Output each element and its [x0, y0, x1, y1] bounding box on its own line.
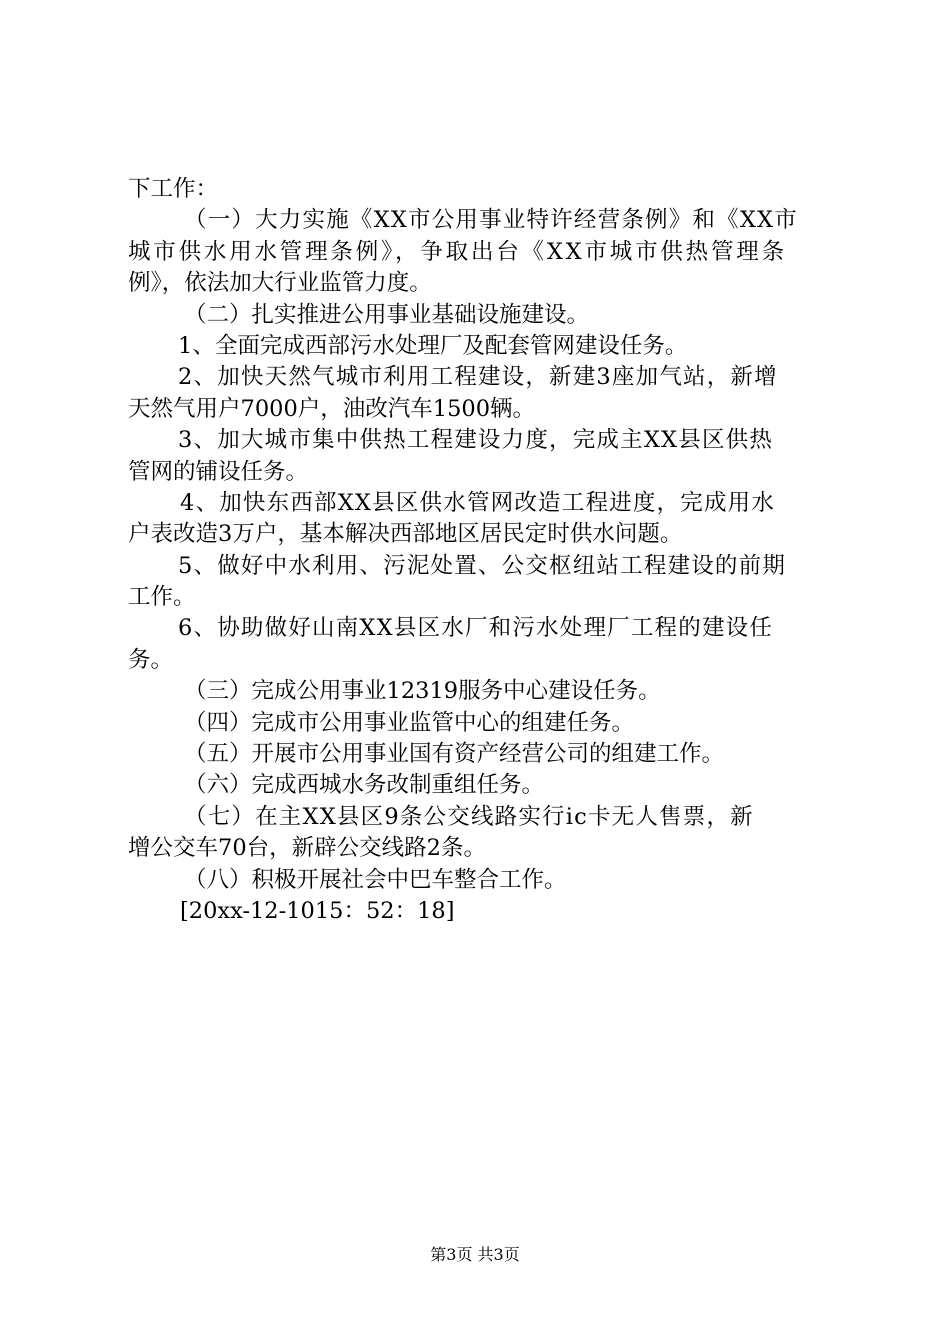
- text-line: 2、加快天然气城市利用工程建设，新建3座加气站，新增: [178, 364, 778, 391]
- timestamp: [20xx-12-1015：52：18]: [180, 897, 455, 924]
- text-line: 5、做好中水利用、污泥处置、公交枢纽站工程建设的前期: [178, 552, 787, 579]
- text-line: 3、加大城市集中供热工程建设力度，完成主XX县区供热: [178, 427, 774, 454]
- text-line: （一）大力实施《XX市公用事业特许经营条例》和《XX市: [184, 207, 798, 234]
- text-line: （三）完成公用事业12319服务中心建设任务。: [184, 678, 661, 705]
- text-line: 1、全面完成西部污水处理厂及配套管网建设任务。: [178, 332, 688, 359]
- text-line: 户表改造3万户，基本解决西部地区居民定时供水问题。: [128, 521, 683, 548]
- page-footer: [0, 1244, 950, 1266]
- text-line: （八）积极开展社会中巴车整合工作。: [184, 866, 567, 893]
- document-body: [128, 174, 833, 927]
- page-number: 第3页 共3页: [430, 1245, 520, 1264]
- text-line: 城市供水用水管理条例》，争取出台《XX市城市供热管理条: [128, 238, 787, 265]
- text-line: （四）完成市公用事业监管中心的组建任务。: [184, 709, 635, 736]
- text-line: （七）在主XX县区9条公交线路实行ic卡无人售票，新: [184, 803, 754, 830]
- text-line: 4、加快东西部XX县区供水管网改造工程进度，完成用水: [180, 489, 776, 516]
- text-line: 6、协助做好山南XX县区水厂和污水处理厂工程的建设任: [178, 615, 774, 642]
- text-line: 例》，依法加大行业监管力度。: [128, 270, 432, 297]
- text-line: （六）完成西城水务改制重组任务。: [184, 772, 545, 799]
- text-line: 下工作：: [128, 176, 219, 202]
- text-line: 工作。: [128, 584, 196, 611]
- text-line: 务。: [128, 646, 174, 673]
- text-line: （二）扎实推进公用事业基础设施建设。: [184, 301, 590, 328]
- text-line: 天然气用户7000户，油改汽车1500辆。: [128, 395, 536, 422]
- text-line: 增公交车70台，新辟公交线路2条。: [128, 835, 486, 862]
- text-line: （五）开展市公用事业国有资产经营公司的组建工作。: [184, 741, 725, 768]
- text-line: 管网的铺设任务。: [128, 458, 309, 485]
